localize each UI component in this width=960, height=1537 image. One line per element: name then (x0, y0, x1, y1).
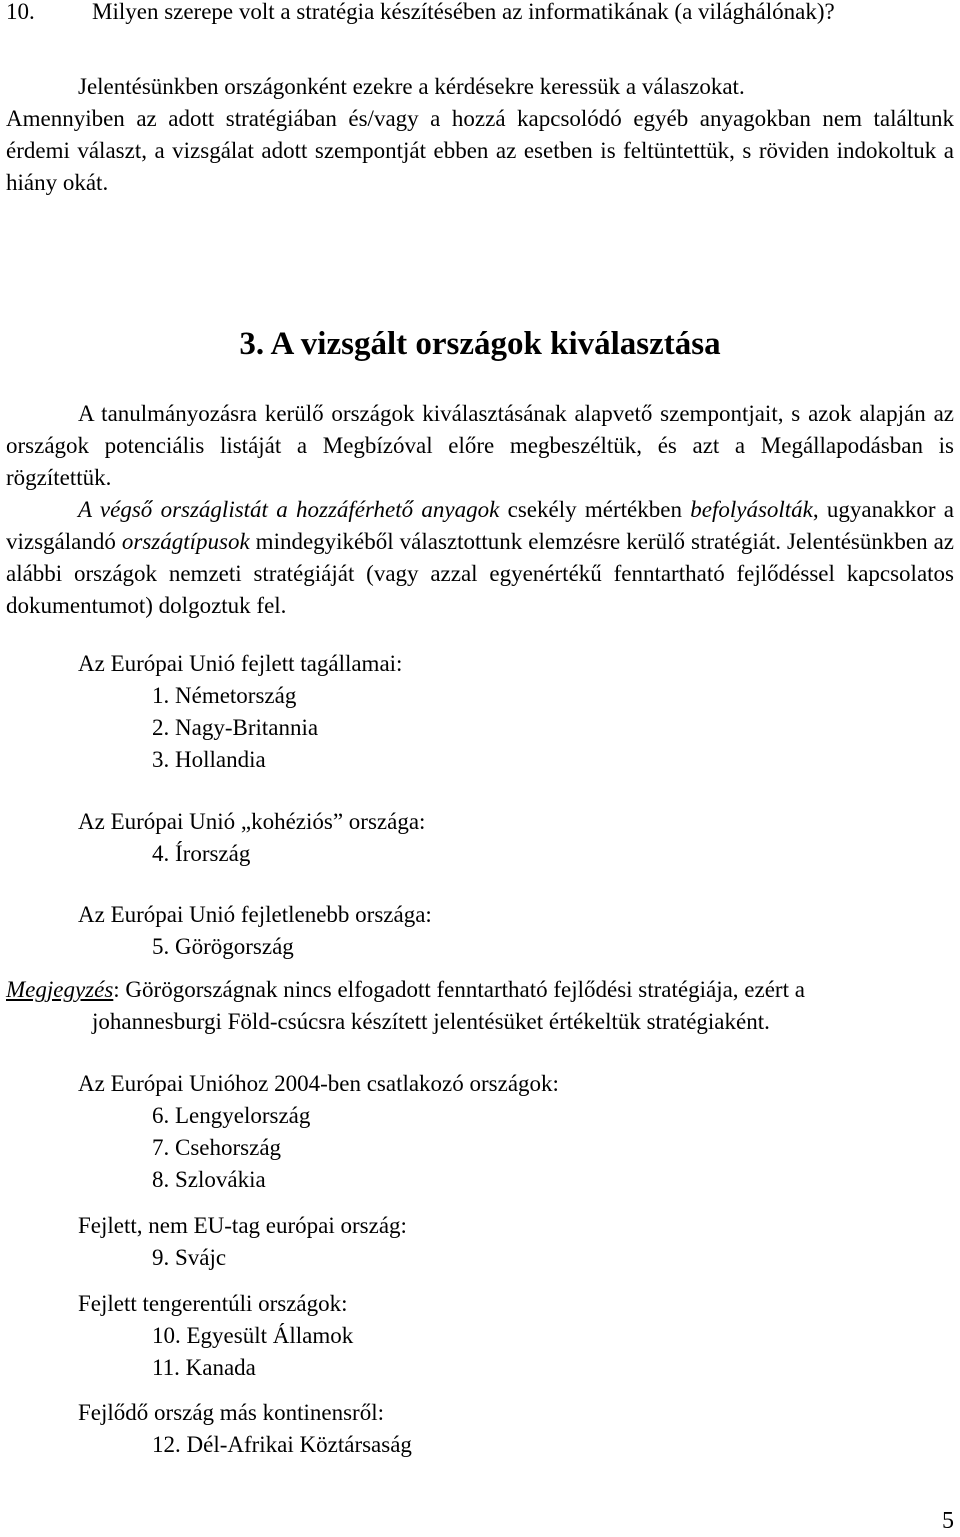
group-heading: Az Európai Unió „kohéziós” országa: (78, 809, 426, 834)
section-body (6, 398, 954, 622)
group-heading: Fejlett tengerentúli országok: (78, 1291, 348, 1316)
intro-line-1: Jelentésünkben országonként ezekre a kérdésekre keressük a válaszokat. (78, 74, 745, 99)
group-heading: Az Európai Unióhoz 2004-ben csatlakozó országok: (78, 1071, 559, 1096)
group-heading: Fejlett, nem EU-tag európai ország: (78, 1213, 407, 1238)
country-group-overseas (78, 1288, 353, 1384)
list-item: 6. Lengyelország (152, 1103, 311, 1128)
country-group-developing (78, 1397, 412, 1461)
list-item: 2. Nagy-Britannia (152, 715, 319, 740)
list-item: 10. Egyesült Államok (152, 1323, 354, 1348)
intro-rest: Amennyiben az adott stratégiában és/vagy a hozzá kapcsolódó egyéb anyagokban nem találtunk érdemi választ, a vizsgálat adott szempontját ebben az esetben is feltüntettük, s röviden indokoltuk a hiány okát. (6, 106, 954, 195)
page-number: 5 (942, 1508, 954, 1534)
list-item: 8. Szlovákia (152, 1167, 266, 1192)
note-paragraph (6, 974, 954, 1038)
list-item: 5. Görögország (152, 934, 294, 959)
list-item: 11. Kanada (152, 1355, 256, 1380)
italic-phrase-3: országtípusok (121, 529, 250, 554)
section-paragraph-2 (6, 494, 954, 622)
country-group-non-eu-european (78, 1210, 407, 1274)
list-item: 4. Írország (152, 841, 251, 866)
list-item: 12. Dél-Afrikai Köztársaság (152, 1432, 412, 1457)
note-text-1: : Görögországnak nincs elfogadott fenntartható fejlődési stratégiája, ezért a (113, 977, 805, 1002)
question-number: 10. (6, 0, 35, 24)
italic-phrase-2: befolyásolták (690, 497, 813, 522)
intro-paragraph (6, 71, 954, 199)
country-group-eu-less-developed (78, 899, 432, 963)
list-item: 9. Svájc (152, 1245, 227, 1270)
group-heading: Fejlődő ország más kontinensről: (78, 1400, 384, 1425)
question-10 (6, 0, 954, 28)
group-heading: Az Európai Unió fejletlenebb országa: (78, 902, 432, 927)
list-item: 3. Hollandia (152, 747, 266, 772)
country-group-eu-developed (78, 648, 402, 776)
italic-phrase-1: A végső országlistát a hozzáférhető anyagok (78, 497, 500, 522)
text-run-3: mindegyikéből választottunk elemzésre kerülő stratégiát. Jelentésünkben az alábbi országok nemzeti stratégiáját (vagy azzal egyenértékű fenntartható fejlődéssel kapcsolatos dokumentumot) dolgoztuk fel. (6, 529, 954, 618)
group-heading: Az Európai Unió fejlett tagállamai: (78, 651, 403, 676)
note-line-2: johannesburgi Föld-csúcsra készített jelentésüket értékeltük stratégiaként. (92, 1009, 770, 1034)
section-heading: 3. A vizsgált országok kiválasztása (239, 326, 721, 362)
list-item: 1. Németország (152, 683, 297, 708)
list-item: 7. Csehország (152, 1135, 282, 1160)
note-line-1 (6, 974, 954, 1006)
text-run-2: , ugyanakkor a vizsgálandó (6, 497, 954, 554)
country-group-eu-cohesion (78, 806, 425, 870)
section-paragraph-1: A tanulmányozásra kerülő országok kiválasztásának alapvető szempontjait, s azok alapján az országok potenciális listáját a Megbízóval előre megbeszéltük, és azt a Megállapodásban is rögzítettük. (6, 401, 954, 490)
text-run-1: csekély mértékben (499, 497, 691, 522)
note-label: Megjegyzés (6, 977, 114, 1002)
question-text: Milyen szerepe volt a stratégia készítésében az informatikának (a világhálónak)? (92, 0, 835, 24)
country-group-eu-2004 (78, 1068, 559, 1196)
